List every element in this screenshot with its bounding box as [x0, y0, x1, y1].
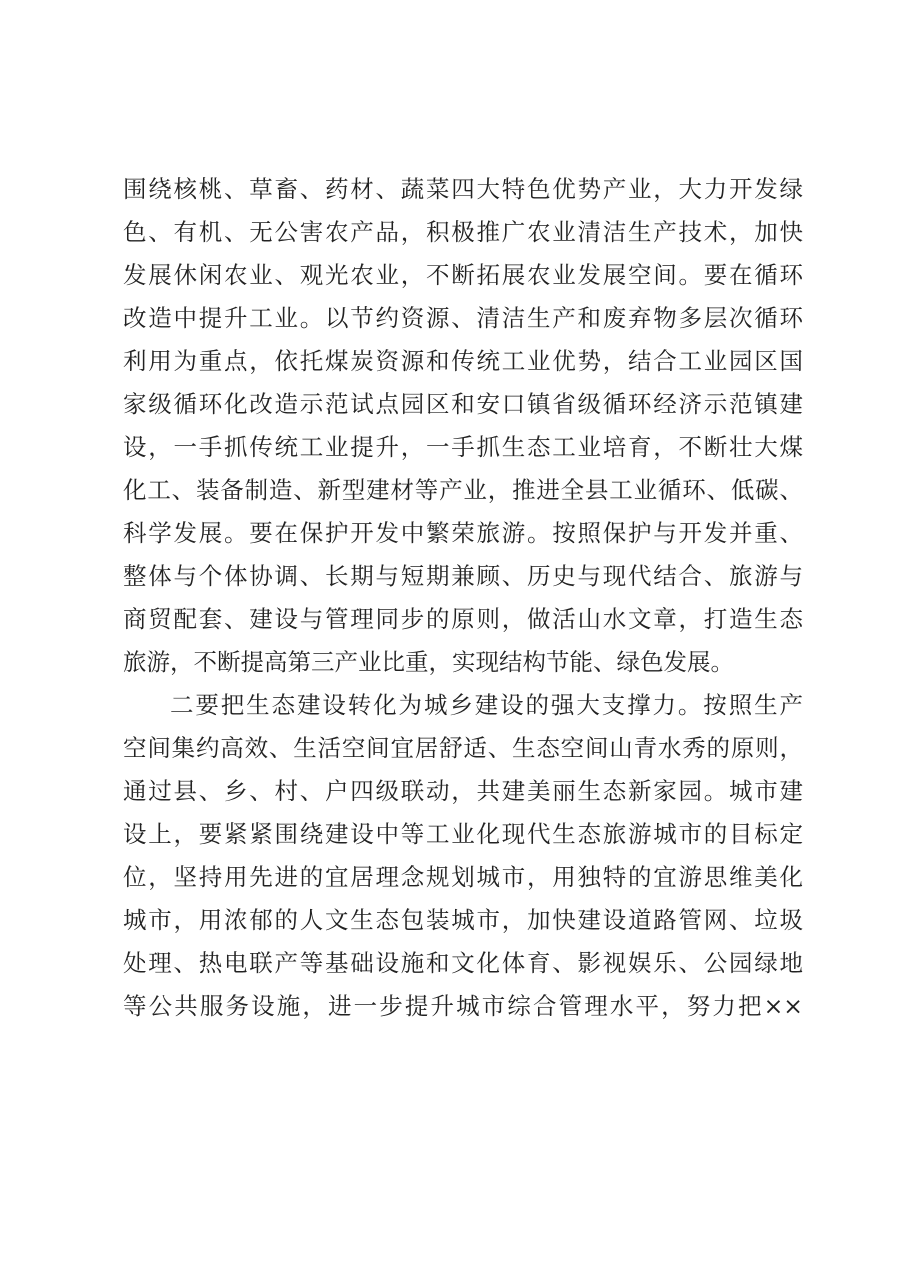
text-line: 围绕核桃、草畜、药材、蔬菜四大特色优势产业，大力开发绿: [123, 175, 803, 203]
text-line: 设上，要紧紧围绕建设中等工业化现代生态旅游城市的目标定: [123, 820, 803, 848]
text-line: 利用为重点，依托煤炭资源和传统工业优势，结合工业园区国: [123, 347, 803, 375]
text-line: 化工、装备制造、新型建材等产业，推进全县工业循环、低碳、: [123, 476, 803, 504]
text-line: 空间集约高效、生活空间宜居舒适、生态空间山青水秀的原则，: [123, 734, 803, 762]
text-line: 整体与个体协调、长期与短期兼顾、历史与现代结合、旅游与: [123, 562, 803, 590]
text-line: 家级循环化改造示范试点园区和安口镇省级循环经济示范镇建: [123, 390, 803, 418]
text-line: 改造中提升工业。以节约资源、清洁生产和废弃物多层次循环: [123, 304, 803, 332]
text-line: 科学发展。要在保护开发中繁荣旅游。按照保护与开发并重、: [123, 519, 803, 547]
body-text: [123, 168, 803, 1028]
text-line: 设，一手抓传统工业提升，一手抓生态工业培育，不断壮大煤: [123, 433, 803, 461]
text-line: 旅游，不断提高第三产业比重，实现结构节能、绿色发展。: [123, 648, 734, 676]
text-line: 商贸配套、建设与管理同步的原则，做活山水文章，打造生态: [123, 605, 803, 633]
text-line: 城市，用浓郁的人文生态包装城市，加快建设道路管网、垃圾: [123, 906, 803, 934]
text-line: 发展休闲农业、观光农业，不断拓展农业发展空间。要在循环: [123, 261, 803, 289]
text-line: 等公共服务设施，进一步提升城市综合管理水平，努力把××: [123, 992, 803, 1020]
text-line: 处理、热电联产等基础设施和文化体育、影视娱乐、公园绿地: [123, 949, 803, 977]
text-line: 色、有机、无公害农产品，积极推广农业清洁生产技术，加快: [123, 218, 803, 246]
text-line: 通过县、乡、村、户四级联动，共建美丽生态新家园。城市建: [123, 777, 803, 805]
text-line: 位，坚持用先进的宜居理念规划城市，用独特的宜游思维美化: [123, 863, 803, 891]
paragraph-first-line: 二要把生态建设转化为城乡建设的强大支撑力。按照生产: [170, 691, 803, 719]
